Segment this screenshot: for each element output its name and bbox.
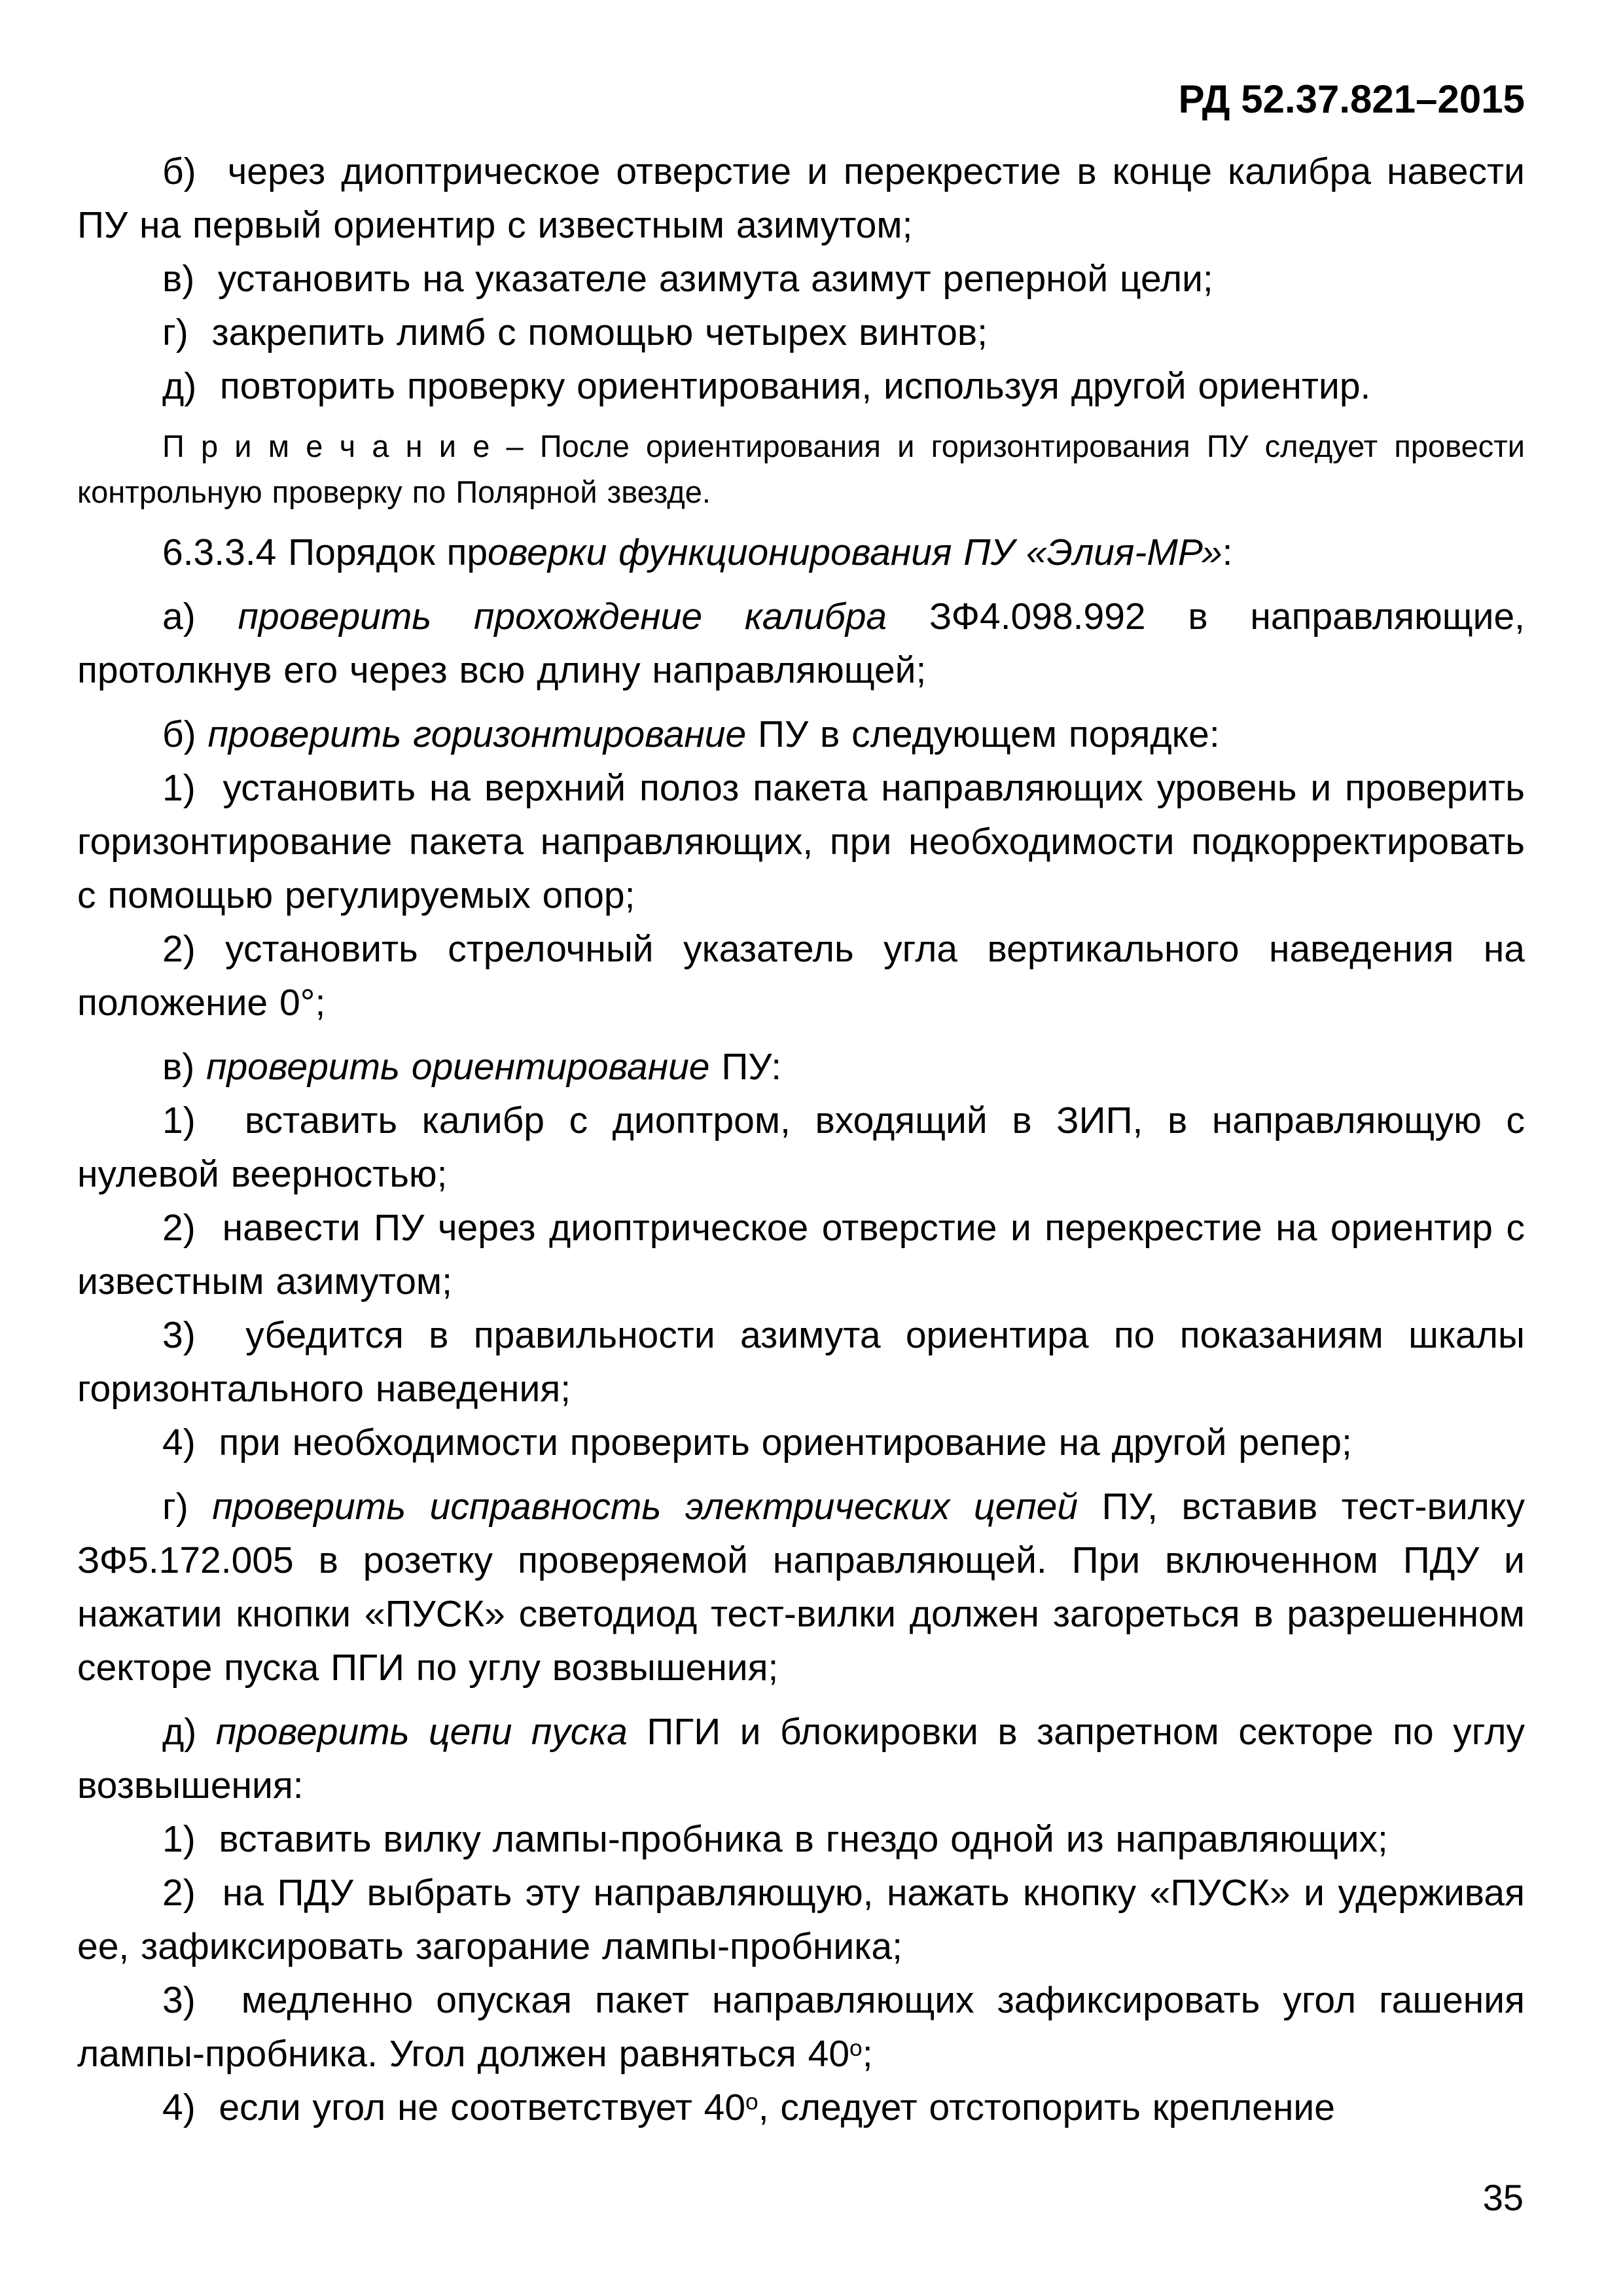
item-b-orienting: б) через диоптрическое отверстие и перекрестие в конце калибра навести ПУ на первый ориентир с известным азимутом; [77, 151, 1525, 247]
sub-3-lower-angle: 3) медленно опуская пакет направляющих зафиксировать угол гашения лампы-пробника. Угол должен равняться $40^о$; [77, 1979, 1525, 2075]
document-code-header: РД 52.37.821–2015 [1178, 77, 1525, 121]
sub-1-insert-caliber: 1) вставить калибр с диоптром, входящий в ЗИП, в направляющую с нулевой веерностью; [77, 1100, 1525, 1196]
section-heading-6334: 6.3.3.4 Порядок проверки функционирования ПУ «Элия-МР»: [162, 531, 1233, 574]
document-body [77, 145, 1525, 2134]
document-content [77, 77, 1525, 2134]
note: П р и м е ч а н и е – После ориентирования и горизонтирования ПУ следует провести контрольную проверку по Полярной звезде. [77, 429, 1525, 510]
item-v-check-orientation: в) проверить ориентирование ПУ: [162, 1046, 782, 1088]
item-g-orienting: г) закрепить лимб с помощью четырех винтов; [162, 312, 988, 354]
sub-2-aim: 2) навести ПУ через диоптрическое отверстие и перекрестие на ориентир с известным азимутом; [77, 1207, 1525, 1303]
item-d-orienting: д) повторить проверку ориентирования, используя другой ориентир. [162, 365, 1371, 408]
sub-3-verify-azimuth: 3) убедится в правильности азимута ориентира по показаниям шкалы горизонтального наведения; [77, 1314, 1525, 1410]
sub-4-angle-mismatch: 4) если угол не соответствует $40^о$, следует отстопорить крепление [162, 2087, 1335, 2129]
sub-1-level: 1) установить на верхний полоз пакета направляющих уровень и проверить горизонтирование пакета направляющих, при необходимости подкорректировать с помощью регулируемых опор; [77, 767, 1525, 917]
sub-1-probe-lamp: 1) вставить вилку лампы-пробника в гнездо одной из направляющих; [162, 1818, 1388, 1861]
sub-4-other-benchmark: 4) при необходимости проверить ориентирование на другой репер; [162, 1422, 1352, 1464]
item-b-check-leveling: б) проверить горизонтирование ПУ в следующем порядке: [162, 713, 1220, 756]
item-a-check-caliber: а) проверить прохождение калибра ЗФ4.098.992 в направляющие, протолкнув его через всю длину направляющей; [77, 596, 1525, 692]
item-g-check-circuits: г) проверить исправность электрических цепей ПУ, вставив тест-вилку ЗФ5.172.005 в розетку проверяемой направляющей. При включенном ПДУ и нажатии кнопки «ПУСК» светодиод тест-вилки должен загореться в разрешенном секторе пуска ПГИ по углу возвышения; [77, 1486, 1525, 1689]
page-number: 35 [1482, 2177, 1524, 2218]
item-d-check-launch-circuits: д) проверить цепи пуска ПГИ и блокировки в запретном секторе по углу возвышения: [77, 1711, 1525, 1807]
item-v-orienting: в) установить на указателе азимута азимут реперной цели; [162, 258, 1213, 300]
sub-2-pointer-zero: 2) установить стрелочный указатель угла вертикального наведения на положение 0°; [77, 928, 1525, 1024]
sub-2-pdu-select: 2) на ПДУ выбрать эту направляющую, нажать кнопку «ПУСК» и удерживая ее, зафиксировать загорание лампы-пробника; [77, 1872, 1525, 1968]
